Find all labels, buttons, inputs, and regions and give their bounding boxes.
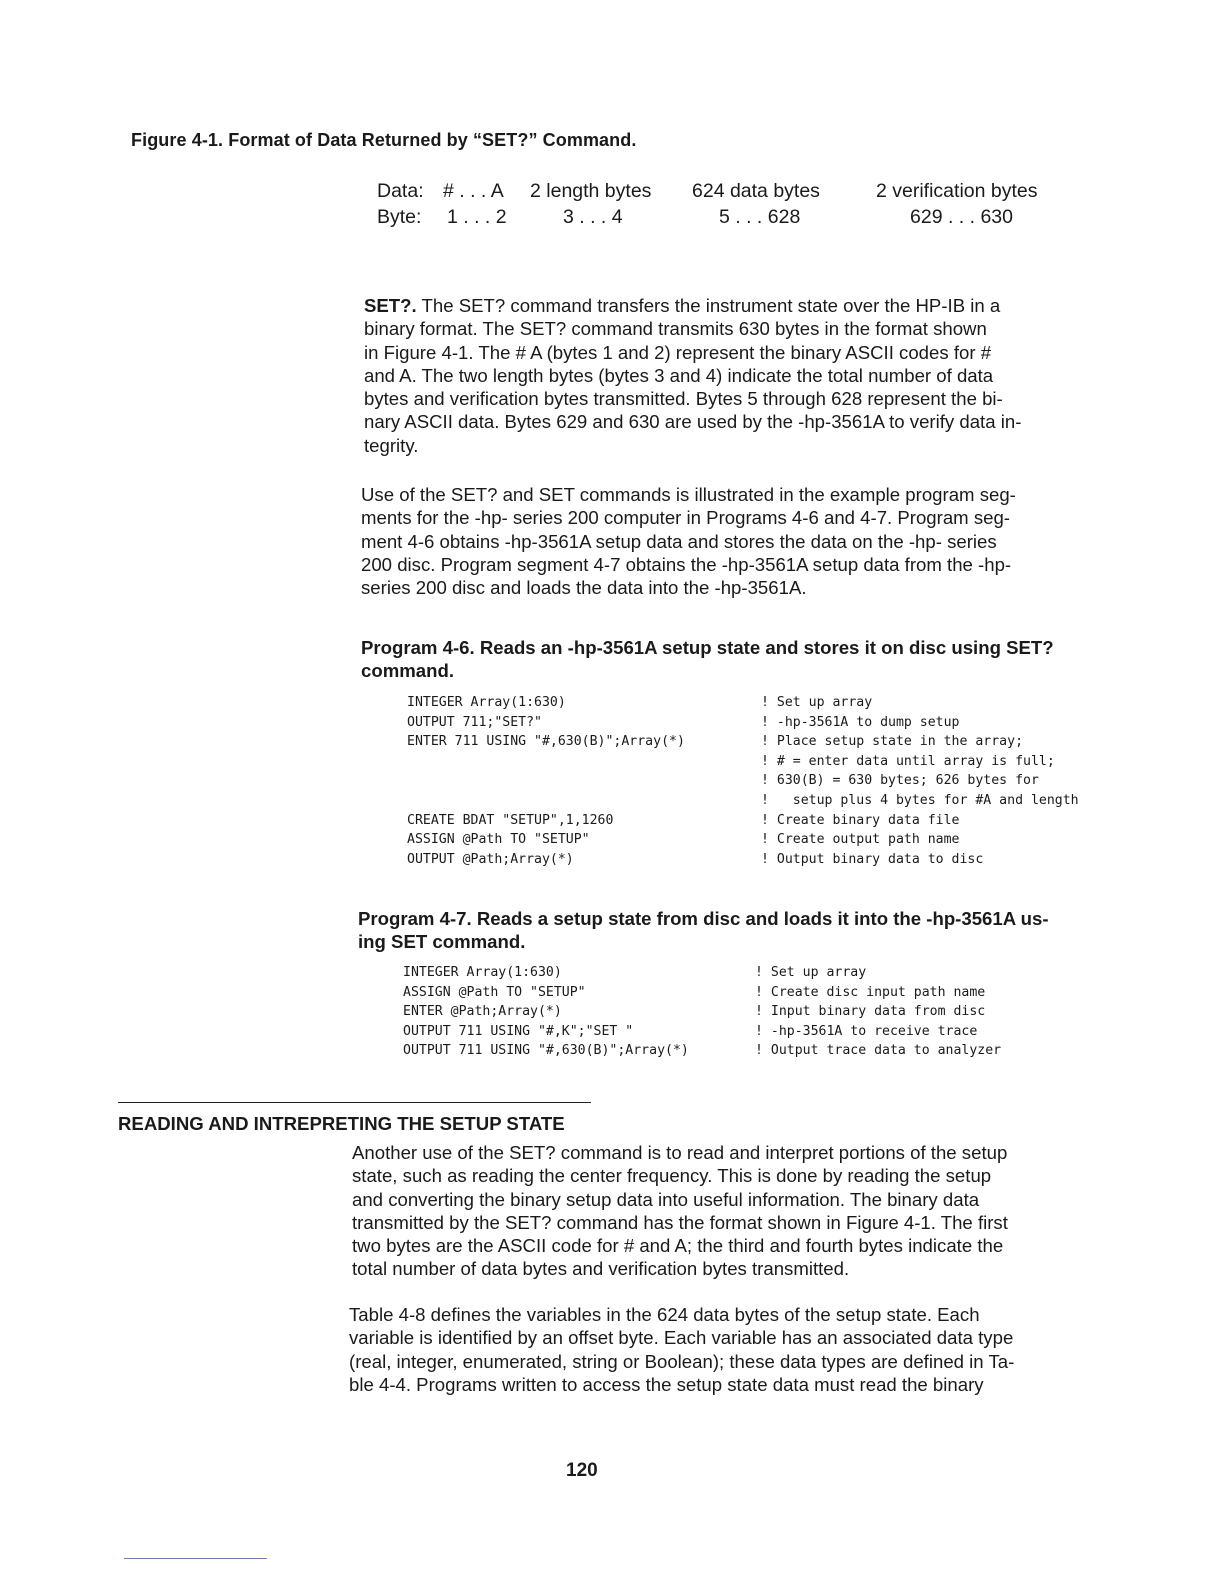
set-query-paragraph: [364, 294, 1021, 457]
code-line: ASSIGN @Path TO "SETUP": [403, 984, 586, 1000]
section-rule: [118, 1102, 591, 1103]
paragraph-line: total number of data bytes and verification bytes transmitted.: [352, 1258, 850, 1280]
code-line: [407, 791, 685, 811]
section-paragraph-2: [349, 1303, 1014, 1396]
format-data-cell: 2 length bytes: [530, 180, 652, 202]
code-comment: ! Create binary data file: [761, 812, 960, 828]
footer-rule: [124, 1558, 267, 1559]
paragraph-line: binary format. The SET? command transmits 630 bytes in the format shown: [364, 318, 987, 340]
paragraph-line: Use of the SET? and SET commands is illustrated in the example program seg-: [361, 484, 1016, 505]
code-line: [407, 771, 685, 791]
format-byte-cell: 1 . . . 2: [447, 206, 507, 228]
paragraph-line: and converting the binary setup data into useful information. The binary data: [352, 1188, 980, 1210]
program-title-line: command.: [361, 660, 454, 681]
program-4-7-comments: [755, 963, 1001, 1061]
code-comment: ! -hp-3561A to dump setup: [761, 714, 960, 730]
format-data-cell: # . . . A: [443, 180, 504, 202]
code-line: OUTPUT 711 USING "#,K";"SET ": [403, 1023, 634, 1039]
paragraph-line: 200 disc. Program segment 4-7 obtains the -hp-3561A setup data from the -hp-: [361, 553, 1012, 575]
code-line: OUTPUT 711;"SET?": [407, 714, 542, 730]
code-line: OUTPUT 711 USING "#,630(B)";Array(*): [403, 1043, 689, 1059]
paragraph-line: and A. The two length bytes (bytes 3 and 4) indicate the total number of data: [364, 364, 994, 386]
code-comment: ! -hp-3561A to receive trace: [755, 1023, 978, 1039]
code-line: [407, 752, 685, 772]
code-comment: ! Output trace data to analyzer: [755, 1043, 1002, 1059]
code-line: INTEGER Array(1:630): [407, 695, 566, 710]
paragraph-line: (real, integer, enumerated, string or Boolean); these data types are defined in Ta-: [349, 1350, 1015, 1372]
paragraph-line: transmitted by the SET? command has the format shown in Figure 4-1. The first: [352, 1211, 1008, 1233]
program-4-6-title: [361, 636, 1054, 682]
paragraph-line: series 200 disc and loads the data into the -hp-3561A.: [361, 577, 807, 599]
format-byte-cell: 629 . . . 630: [910, 206, 1013, 228]
code-comment: ! Set up array: [755, 965, 867, 980]
program-4-6-code: [407, 693, 685, 869]
program-4-7-code: [403, 963, 689, 1061]
paragraph-line: nary ASCII data. Bytes 629 and 630 are used by the -hp-3561A to verify data in-: [364, 411, 1022, 433]
code-comment: ! Place setup state in the array;: [761, 734, 1024, 750]
paragraph-line: two bytes are the ASCII code for # and A; the third and fourth bytes indicate the: [352, 1235, 1004, 1257]
paragraph-line: variable is identified by an offset byte. Each variable has an associated data type: [349, 1327, 1014, 1349]
code-line: ENTER @Path;Array(*): [403, 1004, 562, 1020]
code-comment: ! Input binary data from disc: [755, 1004, 986, 1020]
program-4-7-title: [358, 907, 1049, 953]
code-comment: ! 630(B) = 630 bytes; 626 bytes for: [761, 773, 1039, 789]
paragraph-line: bytes and verification bytes transmitted. Bytes 5 through 628 represent the bi-: [364, 388, 1003, 410]
code-comment: ! Output binary data to disc: [761, 851, 984, 867]
format-data-label: Data:: [377, 180, 424, 202]
format-data-cell: 2 verification bytes: [876, 180, 1038, 202]
paragraph-line: in Figure 4-1. The # A (bytes 1 and 2) represent the binary ASCII codes for #: [364, 341, 992, 363]
code-line: ENTER 711 USING "#,630(B)";Array(*): [407, 734, 685, 750]
code-line: INTEGER Array(1:630): [403, 965, 562, 980]
code-comment: ! Set up array: [761, 695, 873, 710]
program-title-line: Program 4-6. Reads an -hp-3561A setup state and stores it on disc using SET?: [361, 637, 1054, 658]
paragraph-line: The SET? command transfers the instrument state over the HP-IB in a: [416, 295, 1001, 316]
set-query-lead: SET?.: [364, 295, 417, 316]
code-line: OUTPUT @Path;Array(*): [407, 851, 574, 867]
section-paragraph-1: [352, 1141, 1008, 1281]
paragraph-line: Another use of the SET? command is to read and interpret portions of the setup: [352, 1142, 1008, 1163]
format-byte-label: Byte:: [377, 206, 422, 228]
page-number: 120: [566, 1460, 598, 1481]
format-byte-cell: 3 . . . 4: [563, 206, 623, 228]
code-line: CREATE BDAT "SETUP",1,1260: [407, 812, 614, 828]
code-comment: ! setup plus 4 bytes for #A and length: [761, 792, 1079, 808]
paragraph-line: ble 4-4. Programs written to access the setup state data must read the binary: [349, 1373, 984, 1395]
code-comment: ! Create output path name: [761, 832, 960, 848]
paragraph-line: state, such as reading the center frequency. This is done by reading the setup: [352, 1165, 992, 1187]
format-data-cell: 624 data bytes: [692, 180, 820, 202]
code-comment: ! # = enter data until array is full;: [761, 753, 1055, 769]
program-title-line: Program 4-7. Reads a setup state from disc and loads it into the -hp-3561A us-: [358, 908, 1049, 929]
section-heading: READING AND INTREPRETING THE SETUP STATE: [118, 1113, 565, 1134]
program-title-line: ing SET command.: [358, 931, 526, 952]
format-byte-cell: 5 . . . 628: [719, 206, 801, 228]
code-comment: ! Create disc input path name: [755, 984, 986, 1000]
code-line: ASSIGN @Path TO "SETUP": [407, 832, 590, 848]
program-4-6-comments: [761, 693, 1079, 869]
paragraph-line: ment 4-6 obtains -hp-3561A setup data and stores the data on the -hp- series: [361, 530, 997, 552]
usage-paragraph: [361, 483, 1016, 599]
paragraph-line: Table 4-8 defines the variables in the 624 data bytes of the setup state. Each: [349, 1304, 980, 1325]
figure-caption: Figure 4-1. Format of Data Returned by “SET?” Command.: [131, 130, 637, 150]
paragraph-line: tegrity.: [364, 434, 419, 456]
paragraph-line: ments for the -hp- series 200 computer in Programs 4-6 and 4-7. Program seg-: [361, 507, 1011, 529]
